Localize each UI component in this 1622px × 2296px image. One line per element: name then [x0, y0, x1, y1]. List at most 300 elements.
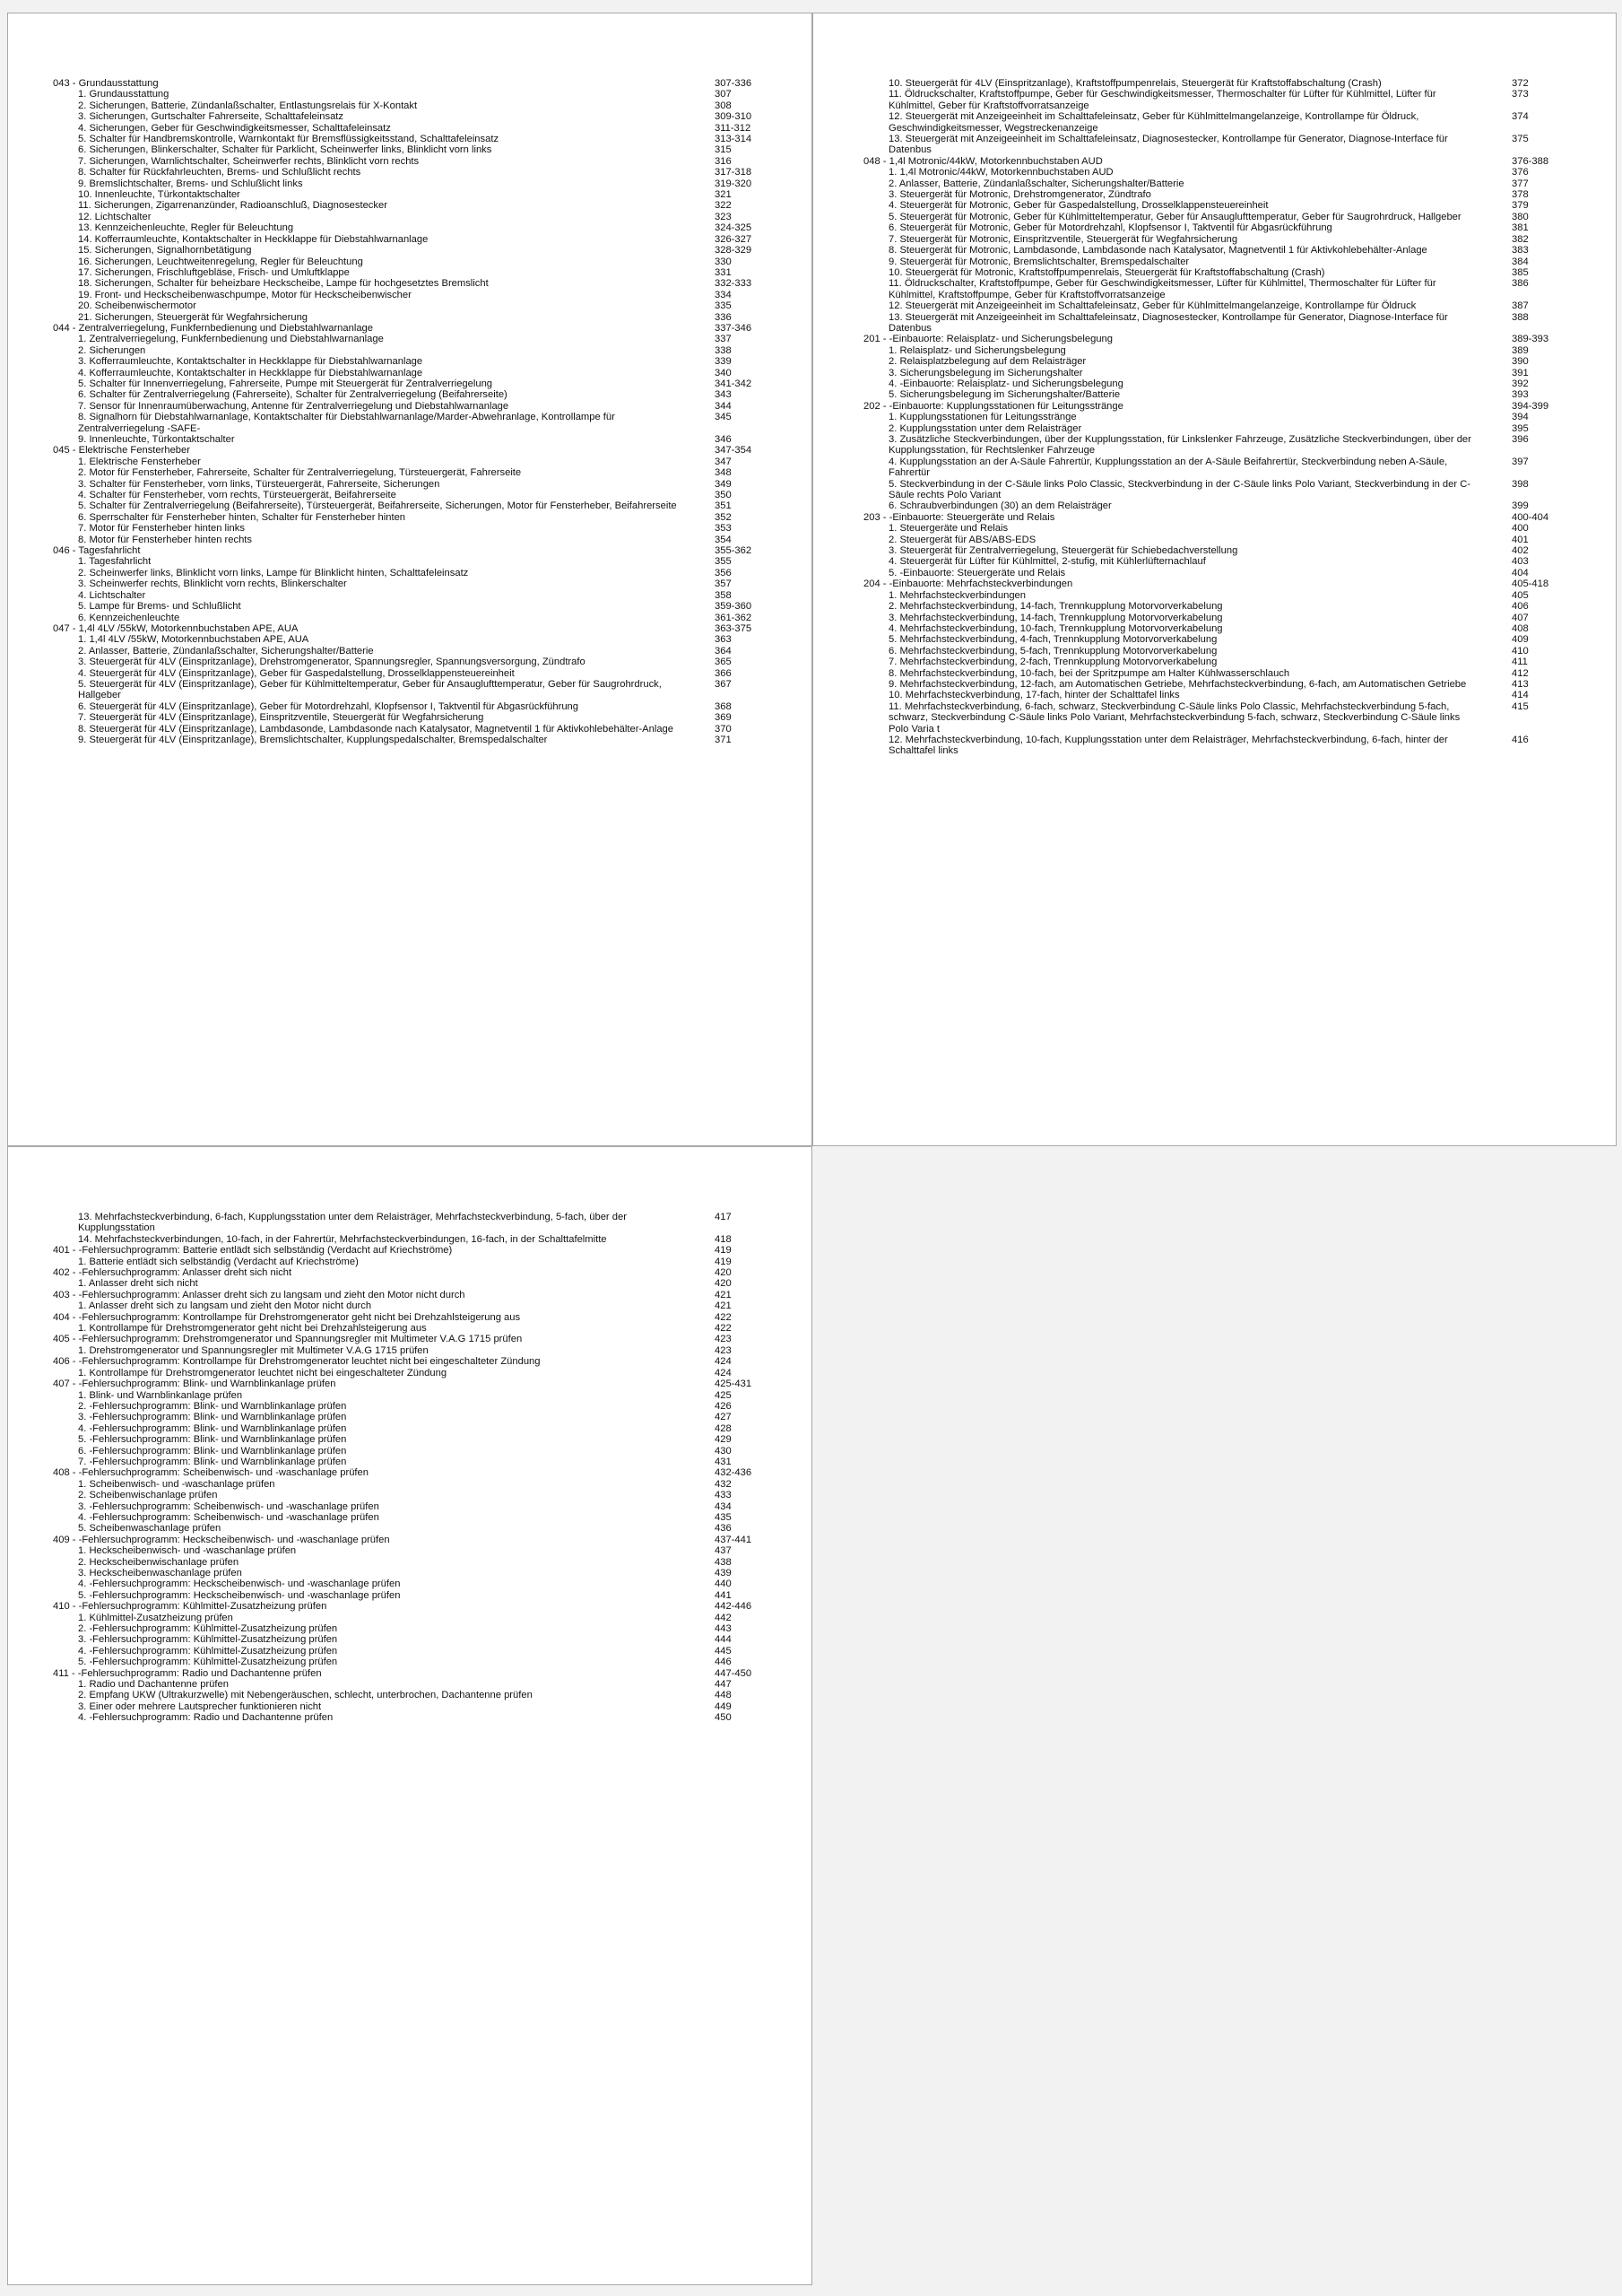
toc-section-row	[53, 445, 770, 456]
toc-entry-title: 4. Kupplungsstation an der A-Säule Fahrertür, Kupplungsstation an der A-Säule Beifahrertür, Steckverbindung neben A-Säule, Fahrertür	[889, 456, 1448, 479]
toc-entry-title: 11. Sicherungen, Zigarrenanzünder, Radioanschluß, Diagnosestecker	[78, 200, 387, 212]
toc-entry-row	[53, 646, 770, 657]
toc-page-number: 376-388	[1512, 155, 1549, 167]
toc-page-number: 394-399	[1512, 400, 1549, 412]
toc-page-number: 408	[1512, 622, 1529, 634]
toc-entry-title: 409 - -Fehlersuchprogramm: Heckscheibenwisch- und -waschanlage prüfen	[53, 1534, 390, 1545]
toc-entry-row	[863, 601, 1581, 612]
toc-entry-title: 1. Drehstromgenerator und Spannungsregler mit Multimeter V.A.G 1715 prüfen	[78, 1344, 429, 1356]
toc-page-number: 337	[715, 334, 732, 345]
toc-entry-row	[53, 89, 770, 100]
toc-page-number: 374	[1512, 111, 1529, 123]
toc-entry-title: 4. -Fehlersuchprogramm: Radio und Dachantenne prüfen	[78, 1712, 334, 1724]
toc-entry-title: 8. Signalhorn für Diebstahlwarnanlage, Kontaktschalter für Diebstahlwarnanlage/Marder-Abwehranlage, Kontrollampe für Zentralverriegelung -SAFE-	[78, 412, 615, 434]
toc-page-number: 351	[715, 500, 732, 512]
toc-page-number: 354	[715, 534, 732, 545]
toc-entry-row	[863, 556, 1581, 567]
toc-entry-title: 5. -Fehlersuchprogramm: Blink- und Warnblinkanlage prüfen	[78, 1434, 347, 1446]
toc-page-number: 450	[715, 1712, 732, 1724]
toc-entry-title: 5. Steckverbindung in der C-Säule links Polo Classic, Steckverbindung in der C-Säule links Polo Variant, Steckverbindung in der C-Säule rechts Polo Variant	[889, 478, 1470, 501]
toc-entry-title: 2. Steuergerät für ABS/ABS-EDS	[889, 534, 1037, 545]
toc-page-number: 349	[715, 478, 732, 490]
toc-page-number: 395	[1512, 422, 1529, 434]
toc-entry-title: 202 - -Einbauorte: Kupplungsstationen für Leitungsstränge	[863, 400, 1123, 412]
toc-entry-row	[863, 134, 1581, 156]
toc-entry-title: 4. -Einbauorte: Relaisplatz- und Sicherungsbelegung	[889, 378, 1123, 389]
toc-entry-title: 4. Steuergerät für Motronic, Geber für Gaspedalstellung, Drosselklappensteuereinheit	[889, 200, 1269, 212]
toc-page-number: 344	[715, 400, 732, 412]
toc-page-number: 352	[715, 511, 732, 523]
toc-page-number: 403	[1512, 556, 1529, 568]
toc-entry-row	[53, 556, 770, 567]
toc-entry-row	[53, 1345, 770, 1356]
toc-page-number: 372	[1512, 78, 1529, 89]
toc-entry-title: 8. Mehrfachsteckverbindung, 10-fach, bei der Spritzpumpe am Halter Kühlwasserschlauch	[889, 667, 1290, 679]
toc-page-number: 317-318	[715, 167, 752, 178]
toc-entry-title: 3. Scheinwerfer rechts, Blinklicht vorn rechts, Blinkerschalter	[78, 578, 347, 590]
toc-entry-row	[53, 1623, 770, 1634]
toc-page-number: 411	[1512, 657, 1528, 668]
toc-entry-row	[863, 378, 1581, 389]
toc-section-row	[863, 401, 1581, 412]
toc-page-number: 434	[715, 1500, 732, 1512]
toc-section-row	[53, 323, 770, 334]
toc-page-number: 379	[1512, 200, 1529, 212]
toc-entry-row	[53, 668, 770, 679]
toc-entry-row	[863, 312, 1581, 335]
toc-entry-title: 5. Steuergerät für Motronic, Geber für Kühlmitteltemperatur, Geber für Ansauglufttemperatur, Geber für Saugrohrdruck, Hallgeber	[889, 211, 1462, 222]
toc-entry-title: 402 - -Fehlersuchprogramm: Anlasser dreht sich nicht	[53, 1267, 292, 1279]
toc-entry-title: 21. Sicherungen, Steuergerät für Wegfahrsicherung	[78, 311, 308, 323]
toc-entry-title: 7. Steuergerät für 4LV (Einspritzanlage), Einspritzventile, Steuergerät für Wegfahrsicherung	[78, 712, 484, 724]
toc-entry-row	[53, 500, 770, 511]
toc-entry-row	[53, 378, 770, 389]
toc-entry-title: 1. Scheibenwisch- und -waschanlage prüfen	[78, 1478, 275, 1490]
toc-entry-title: 12. Mehrfachsteckverbindung, 10-fach, Kupplungsstation unter dem Relaisträger, Mehrfachsteckverbindung, 6-fach, hinter der Schalttafel links	[889, 734, 1448, 757]
toc-entry-title: 2. Mehrfachsteckverbindung, 14-fach, Trennkupplung Motorvorverkabelung	[889, 601, 1223, 613]
toc-entry-row	[863, 479, 1581, 501]
toc-page-number: 356	[715, 567, 732, 578]
toc-entry-title: 7. Sensor für Innenraumüberwachung, Antenne für Zentralverriegelung und Diebstahlwarnanlage	[78, 400, 509, 412]
toc-entry-title: 1. Kühlmittel-Zusatzheizung prüfen	[78, 1612, 233, 1623]
toc-entry-title: 3. Mehrfachsteckverbindung, 14-fach, Trennkupplung Motorvorverkabelung	[889, 612, 1223, 623]
toc-section-row	[863, 156, 1581, 167]
toc-page-number: 414	[1512, 690, 1529, 701]
toc-page-number: 426	[715, 1400, 732, 1412]
toc-section-row	[53, 1356, 770, 1367]
toc-entry-row	[863, 690, 1581, 700]
toc-page-number: 446	[715, 1657, 732, 1668]
toc-page-number: 421	[715, 1300, 732, 1312]
toc-entry-title: 406 - -Fehlersuchprogramm: Kontrollampe für Drehstromgenerator leuchtet nicht bei eingeschalteter Zündung	[53, 1356, 541, 1368]
toc-entry-title: 13. Kennzeichenleuchte, Regler für Beleuchtung	[78, 222, 294, 234]
toc-entry-title: 1. Steuergeräte und Relais	[889, 523, 1009, 535]
toc-entry-row	[53, 245, 770, 256]
toc-page-number: 406	[1512, 601, 1529, 613]
toc-entry-row	[863, 278, 1581, 300]
toc-page-number: 400-404	[1512, 511, 1549, 523]
toc-page-number: 440	[715, 1578, 732, 1590]
toc-entry-row	[53, 257, 770, 267]
toc-entry-title: 203 - -Einbauorte: Steuergeräte und Relais	[863, 511, 1055, 523]
toc-entry-row	[863, 89, 1581, 111]
toc-entry-row	[863, 167, 1581, 178]
toc-page-number: 332-333	[715, 278, 752, 290]
toc-page-number: 397	[1512, 456, 1529, 467]
toc-entry-row	[53, 1690, 770, 1700]
toc-entry-title: 4. Kofferraumleuchte, Kontaktschalter in Heckklappe für Diebstahlwarnanlage	[78, 367, 423, 378]
toc-page-number: 418	[715, 1233, 732, 1245]
toc-page-number: 383	[1512, 245, 1529, 257]
toc-entry-row	[53, 724, 770, 735]
toc-page-number: 430	[715, 1445, 732, 1457]
toc-entry-title: 047 - 1,4l 4LV /55kW, Motorkennbuchstaben APE, AUA	[53, 622, 299, 634]
toc-page-number: 448	[715, 1690, 732, 1701]
toc-page-number: 417	[715, 1212, 732, 1222]
toc-entry-title: 2. Empfang UKW (Ultrakurzwelle) mit Nebengeräuschen, schlecht, unterbrochen, Dachantenne prüfen	[78, 1690, 533, 1701]
toc-page-number: 365	[715, 657, 732, 668]
toc-entry-row	[863, 568, 1581, 578]
toc-page-number: 399	[1512, 500, 1529, 512]
toc-page-number: 357	[715, 578, 732, 590]
toc-entry-title: 15. Sicherungen, Signalhornbetätigung	[78, 245, 252, 257]
toc-page-number: 390	[1512, 356, 1529, 368]
toc-entry-row	[53, 568, 770, 578]
toc-entry-row	[53, 412, 770, 434]
toc-entry-row	[863, 523, 1581, 534]
toc-entry-title: 19. Front- und Heckscheibenwaschpumpe, Motor für Heckscheibenwischer	[78, 289, 412, 300]
toc-entry-title: 1. Tagesfahrlicht	[78, 556, 152, 568]
toc-entry-title: 12. Lichtschalter	[78, 211, 152, 222]
table-of-contents	[863, 78, 1581, 757]
toc-page-number: 355-362	[715, 545, 752, 557]
toc-entry-row	[53, 222, 770, 233]
toc-entry-row	[53, 123, 770, 134]
toc-entry-row	[53, 234, 770, 245]
toc-entry-title: 10. Mehrfachsteckverbindung, 17-fach, hinter der Schalttafel links	[889, 690, 1180, 701]
toc-page-number: 429	[715, 1434, 732, 1446]
toc-entry-row	[863, 368, 1581, 378]
toc-page-number: 368	[715, 700, 732, 712]
toc-entry-row	[53, 1212, 770, 1234]
toc-entry-title: 6. Schraubverbindungen (30) an dem Relaisträger	[889, 500, 1112, 512]
toc-page-number: 330	[715, 256, 732, 267]
toc-entry-title: 043 - Grundausstattung	[53, 78, 159, 89]
toc-page-number: 424	[715, 1356, 732, 1368]
toc-entry-row	[53, 1590, 770, 1601]
toc-entry-title: 10. Steuergerät für Motronic, Kraftstoffpumpenrelais, Steuergerät für Kraftstoffabschaltung (Crash)	[889, 266, 1325, 278]
toc-page-number: 394	[1512, 412, 1529, 423]
toc-entry-title: 6. Sicherungen, Blinkerschalter, Schalter für Parklicht, Scheinwerfer links, Blinklicht vorn links	[78, 144, 492, 156]
toc-entry-row	[53, 1423, 770, 1434]
toc-entry-title: 2. Relaisplatzbelegung auf dem Relaisträger	[889, 356, 1087, 368]
toc-page-number: 339	[715, 356, 732, 368]
table-of-contents	[53, 78, 770, 745]
toc-entry-title: 13. Mehrfachsteckverbindung, 6-fach, Kupplungsstation unter dem Relaisträger, Mehrfachsteckverbindung, 5-fach, über der Kupplungsstation	[78, 1212, 627, 1234]
toc-entry-title: 1. Blink- und Warnblinkanlage prüfen	[78, 1389, 243, 1401]
toc-entry-row	[53, 189, 770, 200]
toc-entry-title: 3. Steuergerät für Zentralverriegelung, Steuergerät für Schiebedachverstellung	[889, 545, 1238, 557]
toc-page-number: 420	[715, 1278, 732, 1290]
toc-page-number: 389-393	[1512, 334, 1549, 345]
toc-page-number: 322	[715, 200, 732, 212]
toc-entry-title: 6. Mehrfachsteckverbindung, 5-fach, Trennkupplung Motorvorverkabelung	[889, 645, 1218, 657]
toc-entry-row	[53, 1412, 770, 1422]
toc-page-number: 346	[715, 434, 732, 445]
toc-entry-row	[53, 1512, 770, 1523]
toc-page-number: 363	[715, 634, 732, 646]
toc-entry-row	[53, 1457, 770, 1467]
toc-entry-title: 5. Schalter für Innenverriegelung, Fahrerseite, Pumpe mit Steuergerät für Zentralverriegelung	[78, 378, 493, 389]
toc-entry-row	[53, 1401, 770, 1412]
toc-page-number: 316	[715, 155, 732, 167]
toc-page-number: 445	[715, 1645, 732, 1657]
toc-page-number: 326-327	[715, 233, 752, 245]
toc-page-number: 307-336	[715, 78, 752, 89]
toc-entry-title: 5. Schalter für Handbremskontrolle, Warnkontakt für Bremsflüssigkeitsstand, Schalttafeleinsatz	[78, 134, 499, 145]
toc-entry-title: 5. Lampe für Brems- und Schlußlicht	[78, 601, 241, 613]
toc-entry-row	[863, 657, 1581, 667]
toc-entry-title: 1. Kupplungsstationen für Leitungsstränge	[889, 412, 1077, 423]
toc-entry-row	[53, 100, 770, 111]
toc-entry-title: 2. Scheibenwischanlage prüfen	[78, 1490, 218, 1501]
toc-entry-title: 3. Schalter für Fensterheber, vorn links, Türsteuergerät, Fahrerseite, Sicherungen	[78, 478, 440, 490]
toc-entry-row	[53, 1446, 770, 1457]
toc-entry-title: 2. Sicherungen	[78, 344, 146, 356]
toc-page-number: 444	[715, 1634, 732, 1646]
toc-entry-row	[53, 134, 770, 144]
toc-entry-title: 4. -Fehlersuchprogramm: Blink- und Warnblinkanlage prüfen	[78, 1422, 347, 1434]
toc-entry-row	[53, 278, 770, 289]
toc-entry-title: 18. Sicherungen, Schalter für beheizbare Heckscheibe, Lampe für hochgesetztes Bremslicht	[78, 278, 489, 290]
toc-page-number: 439	[715, 1568, 732, 1578]
toc-page-number: 386	[1512, 278, 1529, 290]
toc-entry-title: 3. Einer oder mehrere Lautsprecher funktionieren nicht	[78, 1700, 322, 1712]
toc-entry-title: 404 - -Fehlersuchprogramm: Kontrollampe für Drehstromgenerator geht nicht bei Drehzahlsteigerung aus	[53, 1311, 521, 1323]
toc-entry-row	[53, 712, 770, 723]
toc-entry-title: 9. Steuergerät für Motronic, Bremslichtschalter, Bremspedalschalter	[889, 256, 1190, 267]
toc-entry-title: 11. Öldruckschalter, Kraftstoffpumpe, Geber für Geschwindigkeitsmesser, Thermoschalter für Lüfter für Kühlmittel, Lüfter für Kühlmittel, Geber für Kraftstoffvorratsanzeige	[889, 89, 1436, 111]
toc-entry-row	[863, 345, 1581, 356]
toc-page-number: 347-354	[715, 445, 752, 457]
toc-entry-title: 13. Steuergerät mit Anzeigeeinheit im Schalttafeleinsatz, Diagnosestecker, Kontrollampe für Generator, Diagnose-Interface für Datenbus	[889, 311, 1448, 334]
toc-page-number: 398	[1512, 478, 1529, 490]
toc-page-number: 427	[715, 1412, 732, 1423]
toc-entry-title: 4. -Fehlersuchprogramm: Kühlmittel-Zusatzheizung prüfen	[78, 1645, 338, 1657]
toc-section-row	[53, 1668, 770, 1679]
toc-page-number: 384	[1512, 256, 1529, 267]
toc-entry-title: 2. Scheinwerfer links, Blinklicht vorn links, Lampe für Blinklicht hinten, Schalttafeleinsatz	[78, 567, 469, 578]
toc-entry-row	[863, 634, 1581, 645]
toc-entry-row	[863, 590, 1581, 601]
toc-page-number: 388	[1512, 311, 1529, 323]
toc-entry-title: 1. Mehrfachsteckverbindungen	[889, 589, 1026, 601]
toc-entry-row	[863, 111, 1581, 134]
toc-entry-title: 10. Innenleuchte, Türkontaktschalter	[78, 189, 240, 201]
toc-entry-title: 11. Öldruckschalter, Kraftstoffpumpe, Geber für Geschwindigkeitsmesser, Lüfter für Kühlmittel, Thermoschalter für Lüfter für Kühlmittel, Kraftstoffpumpe, Geber für Kraftstoffvorratsanzeige	[889, 278, 1436, 300]
toc-page-number: 376	[1512, 167, 1529, 178]
toc-entry-row	[53, 679, 770, 701]
toc-page-number: 338	[715, 344, 732, 356]
toc-page-number: 324-325	[715, 222, 752, 234]
toc-entry-row	[53, 1234, 770, 1245]
toc-entry-row	[53, 1701, 770, 1712]
toc-page-number: 431	[715, 1456, 732, 1467]
toc-page-number: 420	[715, 1267, 732, 1279]
toc-page-number: 311-312	[715, 122, 751, 134]
toc-page-number: 393	[1512, 389, 1529, 401]
toc-entry-title: 8. Motor für Fensterheber hinten rechts	[78, 534, 253, 545]
toc-entry-title: 1. 1,4l 4LV /55kW, Motorkennbuchstaben APE, AUA	[78, 634, 309, 646]
toc-page-number: 415	[1512, 700, 1529, 712]
toc-page-number: 340	[715, 367, 732, 378]
toc-entry-row	[53, 200, 770, 211]
toc-page-number: 424	[715, 1367, 732, 1378]
toc-page-number: 361-362	[715, 612, 752, 623]
toc-page-number: 416	[1512, 734, 1529, 745]
toc-entry-title: 2. Heckscheibenwischanlage prüfen	[78, 1556, 239, 1568]
toc-page-number: 437-441	[715, 1534, 752, 1545]
toc-entry-title: 405 - -Fehlersuchprogramm: Drehstromgenerator und Spannungsregler mit Multimeter V.A.G 1715 prüfen	[53, 1334, 523, 1345]
toc-entry-row	[53, 1434, 770, 1445]
toc-page-number: 367	[715, 678, 732, 690]
toc-entry-title: 8. Steuergerät für Motronic, Lambdasonde, Lambdasonde nach Katalysator, Magnetventil 1 für Aktivkohlebehälter-Anlage	[889, 245, 1427, 257]
toc-page-number: 428	[715, 1422, 732, 1434]
toc-entry-row	[863, 423, 1581, 434]
toc-entry-title: 1. Radio und Dachantenne prüfen	[78, 1679, 229, 1691]
toc-entry-row	[53, 1634, 770, 1645]
toc-entry-row	[53, 1501, 770, 1512]
toc-entry-row	[53, 156, 770, 167]
toc-entry-title: 9. Innenleuchte, Türkontaktschalter	[78, 434, 235, 445]
toc-entry-title: 204 - -Einbauorte: Mehrfachsteckverbindungen	[863, 578, 1073, 590]
toc-entry-title: 7. Sicherungen, Warnlichtschalter, Scheinwerfer rechts, Blinklicht vorn rechts	[78, 155, 420, 167]
toc-entry-title: 1. Kontrollampe für Drehstromgenerator geht nicht bei Drehzahlsteigerung aus	[78, 1323, 427, 1335]
toc-page-number: 380	[1512, 211, 1529, 222]
toc-page-number: 423	[715, 1344, 732, 1356]
toc-entry-row	[863, 613, 1581, 623]
toc-entry-row	[863, 389, 1581, 400]
toc-page-number: 373	[1512, 89, 1529, 100]
toc-section-row	[53, 1290, 770, 1300]
toc-entry-title: 1. Grundausstattung	[78, 89, 169, 100]
toc-entry-row	[863, 178, 1581, 189]
toc-entry-title: 3. Sicherungen, Gurtschalter Fahrerseite, Schalttafeleinsatz	[78, 111, 343, 123]
toc-entry-title: 1. Zentralverriegelung, Funkfernbedienung und Diebstahlwarnanlage	[78, 334, 384, 345]
toc-page-number: 391	[1512, 367, 1529, 378]
toc-entry-title: 201 - -Einbauorte: Relaisplatz- und Sicherungsbelegung	[863, 334, 1113, 345]
toc-entry-title: 2. Sicherungen, Batterie, Zündanlaßschalter, Entlastungsrelais für X-Kontakt	[78, 100, 418, 111]
toc-entry-title: 6. Schalter für Zentralverriegelung (Fahrerseite), Schalter für Zentralverriegelung (Beifahrerseite)	[78, 389, 507, 401]
toc-entry-title: 5. -Einbauorte: Steuergeräte und Relais	[889, 567, 1066, 578]
toc-page-number: 407	[1512, 612, 1529, 623]
toc-entry-row	[53, 1712, 770, 1723]
toc-entry-title: 5. Steuergerät für 4LV (Einspritzanlage), Geber für Kühlmitteltemperatur, Geber für Ansauglufttemperatur, Geber für Saugrohrdruck, Hallgeber	[78, 678, 662, 701]
toc-page-number: 371	[715, 734, 732, 745]
toc-entry-row	[53, 1557, 770, 1568]
toc-entry-row	[53, 457, 770, 467]
toc-entry-row	[53, 1679, 770, 1690]
toc-entry-row	[53, 701, 770, 712]
toc-page-number: 432	[715, 1478, 732, 1490]
toc-entry-title: 7. Motor für Fensterheber hinten links	[78, 523, 245, 535]
document-page-1	[7, 13, 812, 1146]
toc-entry-title: 12. Steuergerät mit Anzeigeeinheit im Schalttafeleinsatz, Geber für Kühlmittelmangelanzeige, Kontrollampe für Öldruck, Geschwindigkeitsmesser, Wegstreckenanzeige	[889, 111, 1419, 134]
document-page-2	[812, 13, 1617, 1146]
toc-page-number: 422	[715, 1323, 732, 1335]
toc-page-number: 422	[715, 1311, 732, 1323]
toc-entry-row	[53, 1568, 770, 1578]
toc-page-number: 381	[1512, 222, 1529, 234]
toc-entry-title: 5. Scheibenwaschanlage prüfen	[78, 1523, 221, 1535]
toc-entry-row	[863, 245, 1581, 256]
toc-page-number: 441	[715, 1589, 732, 1601]
toc-entry-row	[53, 1257, 770, 1267]
toc-page-number: 323	[715, 211, 732, 222]
toc-entry-row	[53, 1300, 770, 1311]
toc-entry-title: 3. Heckscheibenwaschanlage prüfen	[78, 1568, 242, 1578]
toc-entry-row	[863, 679, 1581, 690]
toc-entry-row	[863, 222, 1581, 233]
toc-entry-title: 2. Anlasser, Batterie, Zündanlaßschalter, Sicherungshalter/Batterie	[889, 178, 1184, 189]
toc-entry-row	[53, 1545, 770, 1556]
toc-page-number: 331	[715, 266, 732, 278]
toc-entry-title: 048 - 1,4l Motronic/44kW, Motorkennbuchstaben AUD	[863, 155, 1103, 167]
toc-page-number: 423	[715, 1334, 732, 1345]
toc-entry-row	[863, 356, 1581, 367]
toc-entry-row	[53, 467, 770, 478]
toc-entry-title: 5. Mehrfachsteckverbindung, 4-fach, Trennkupplung Motorvorverkabelung	[889, 634, 1218, 646]
toc-page-number: 345	[715, 412, 732, 423]
toc-entry-row	[53, 312, 770, 323]
toc-page-number: 421	[715, 1289, 732, 1300]
toc-page-number: 336	[715, 311, 732, 323]
toc-page-number: 341-342	[715, 378, 752, 389]
toc-page-number: 334	[715, 289, 732, 300]
toc-entry-title: 4. Steuergerät für 4LV (Einspritzanlage), Geber für Gaspedalstellung, Drosselklappensteuereinheit	[78, 667, 515, 679]
toc-section-row	[53, 623, 770, 634]
toc-entry-title: 1. Heckscheibenwisch- und -waschanlage prüfen	[78, 1545, 297, 1557]
toc-entry-row	[53, 212, 770, 222]
toc-page-number: 447-450	[715, 1667, 752, 1679]
toc-entry-title: 4. -Fehlersuchprogramm: Heckscheibenwisch- und -waschanlage prüfen	[78, 1578, 401, 1590]
toc-entry-row	[863, 735, 1581, 757]
toc-section-row	[53, 1467, 770, 1478]
toc-page-number: 401	[1512, 534, 1529, 545]
toc-section-row	[53, 545, 770, 556]
toc-page-number: 447	[715, 1679, 732, 1691]
toc-page-number: 366	[715, 667, 732, 679]
toc-page-number: 419	[715, 1256, 732, 1267]
toc-entry-row	[53, 1578, 770, 1589]
toc-entry-title: 6. Steuergerät für 4LV (Einspritzanlage), Geber für Motordrehzahl, Klopfsensor I, Taktventil für Abgasrückführung	[78, 700, 579, 712]
toc-page-number: 348	[715, 467, 732, 479]
toc-entry-row	[53, 601, 770, 612]
toc-entry-title: 14. Mehrfachsteckverbindungen, 10-fach, in der Fahrertür, Mehrfachsteckverbindungen, 16-fach, in der Schalttafelmitte	[78, 1233, 607, 1245]
toc-page-number: 319-320	[715, 178, 752, 189]
toc-page-number: 396	[1512, 434, 1529, 445]
toc-page-number: 409	[1512, 634, 1529, 646]
toc-page-number: 425	[715, 1389, 732, 1401]
toc-section-row	[53, 1245, 770, 1256]
toc-entry-title: 2. Motor für Fensterheber, Fahrerseite, Schalter für Zentralverriegelung, Türsteuergerät, Fahrerseite	[78, 467, 522, 479]
toc-page-number: 363-375	[715, 622, 752, 634]
toc-entry-row	[53, 1646, 770, 1657]
toc-page-number: 432-436	[715, 1467, 752, 1479]
toc-entry-row	[863, 300, 1581, 311]
toc-page-number: 405-418	[1512, 578, 1549, 590]
toc-entry-title: 9. Mehrfachsteckverbindung, 12-fach, am Automatischen Getriebe, Mehrfachsteckverbindung, 6-fach, am Automatischen Getriebe	[889, 678, 1467, 690]
